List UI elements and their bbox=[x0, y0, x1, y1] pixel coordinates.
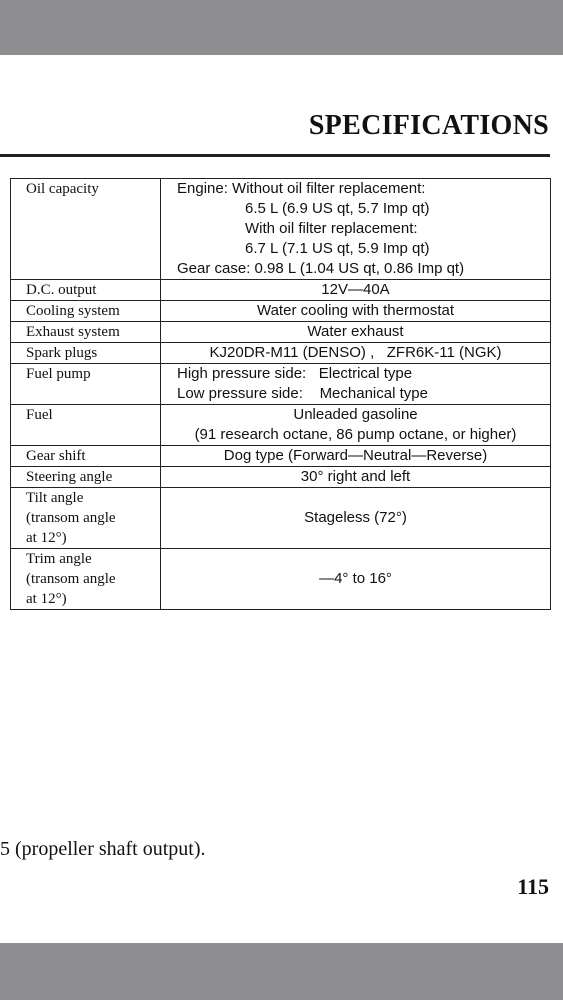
table-row-fuel-pump bbox=[11, 364, 551, 405]
trim-angle-label-line: at 12°) bbox=[26, 591, 67, 607]
fuel-octane: (91 research octane, 86 pump octane, or higher) bbox=[194, 426, 517, 443]
oil-with-filter-heading: With oil filter replacement: bbox=[245, 220, 418, 237]
table-row-steering-angle bbox=[11, 467, 551, 488]
dc-output-value: 12V—40A bbox=[161, 280, 551, 301]
page-number: 115 bbox=[517, 874, 549, 899]
tilt-angle-label bbox=[11, 488, 161, 549]
exhaust-system-value: Water exhaust bbox=[161, 322, 551, 343]
spark-plugs-value: KJ20DR-M11 (DENSO) , ZFR6K-11 (NGK) bbox=[161, 343, 551, 364]
fuel-label: Fuel bbox=[11, 405, 161, 446]
table-row-cooling-system bbox=[11, 301, 551, 322]
table-row-gear-shift bbox=[11, 446, 551, 467]
oil-with-filter-value: 6.7 L (7.1 US qt, 5.9 Imp qt) bbox=[245, 240, 430, 257]
table-row-spark-plugs bbox=[11, 343, 551, 364]
oil-engine-line: Engine: Without oil filter replacement: bbox=[177, 180, 426, 197]
dc-output-label: D.C. output bbox=[11, 280, 161, 301]
cooling-system-label: Cooling system bbox=[11, 301, 161, 322]
tilt-angle-label-line: (transom angle bbox=[26, 510, 116, 526]
table-row-dc-output bbox=[11, 280, 551, 301]
top-toolbar-bar bbox=[0, 0, 563, 55]
oil-no-filter-value: 6.5 L (6.9 US qt, 5.7 Imp qt) bbox=[245, 200, 430, 217]
trim-angle-label-line: Trim angle bbox=[26, 551, 92, 567]
trim-angle-value: —4° to 16° bbox=[161, 549, 551, 610]
fuel-pump-value bbox=[161, 364, 551, 405]
title-rule bbox=[0, 154, 550, 157]
exhaust-system-label: Exhaust system bbox=[11, 322, 161, 343]
tilt-angle-label-line: Tilt angle bbox=[26, 490, 84, 506]
fuel-pump-high-pressure: High pressure side: Electrical type bbox=[177, 365, 413, 382]
specifications-table bbox=[10, 178, 551, 610]
oil-capacity-label: Oil capacity bbox=[11, 179, 161, 280]
table-row-trim-angle bbox=[11, 549, 551, 610]
fuel-pump-low-pressure: Low pressure side: Mechanical type bbox=[177, 385, 428, 402]
oil-gear-case-line: Gear case: 0.98 L (1.04 US qt, 0.86 Imp qt) bbox=[177, 260, 465, 277]
steering-angle-label: Steering angle bbox=[11, 467, 161, 488]
page-title: SPECIFICATIONS bbox=[308, 110, 549, 141]
oil-capacity-value bbox=[161, 179, 551, 280]
tilt-angle-value: Stageless (72°) bbox=[161, 488, 551, 549]
footnote-text: 5 (propeller shaft output). bbox=[0, 838, 206, 860]
spark-plugs-label: Spark plugs bbox=[11, 343, 161, 364]
fuel-type: Unleaded gasoline bbox=[293, 406, 418, 423]
steering-angle-value: 30° right and left bbox=[161, 467, 551, 488]
table-row-fuel bbox=[11, 405, 551, 446]
bottom-toolbar-bar bbox=[0, 943, 563, 1000]
table-row-exhaust-system bbox=[11, 322, 551, 343]
trim-angle-label bbox=[11, 549, 161, 610]
cooling-system-value: Water cooling with thermostat bbox=[161, 301, 551, 322]
fuel-pump-label: Fuel pump bbox=[11, 364, 161, 405]
trim-angle-label-line: (transom angle bbox=[26, 571, 116, 587]
fuel-value bbox=[161, 405, 551, 446]
table-row-tilt-angle bbox=[11, 488, 551, 549]
tilt-angle-label-line: at 12°) bbox=[26, 530, 67, 546]
table-row-oil-capacity bbox=[11, 179, 551, 280]
gear-shift-label: Gear shift bbox=[11, 446, 161, 467]
gear-shift-value: Dog type (Forward—Neutral—Reverse) bbox=[161, 446, 551, 467]
